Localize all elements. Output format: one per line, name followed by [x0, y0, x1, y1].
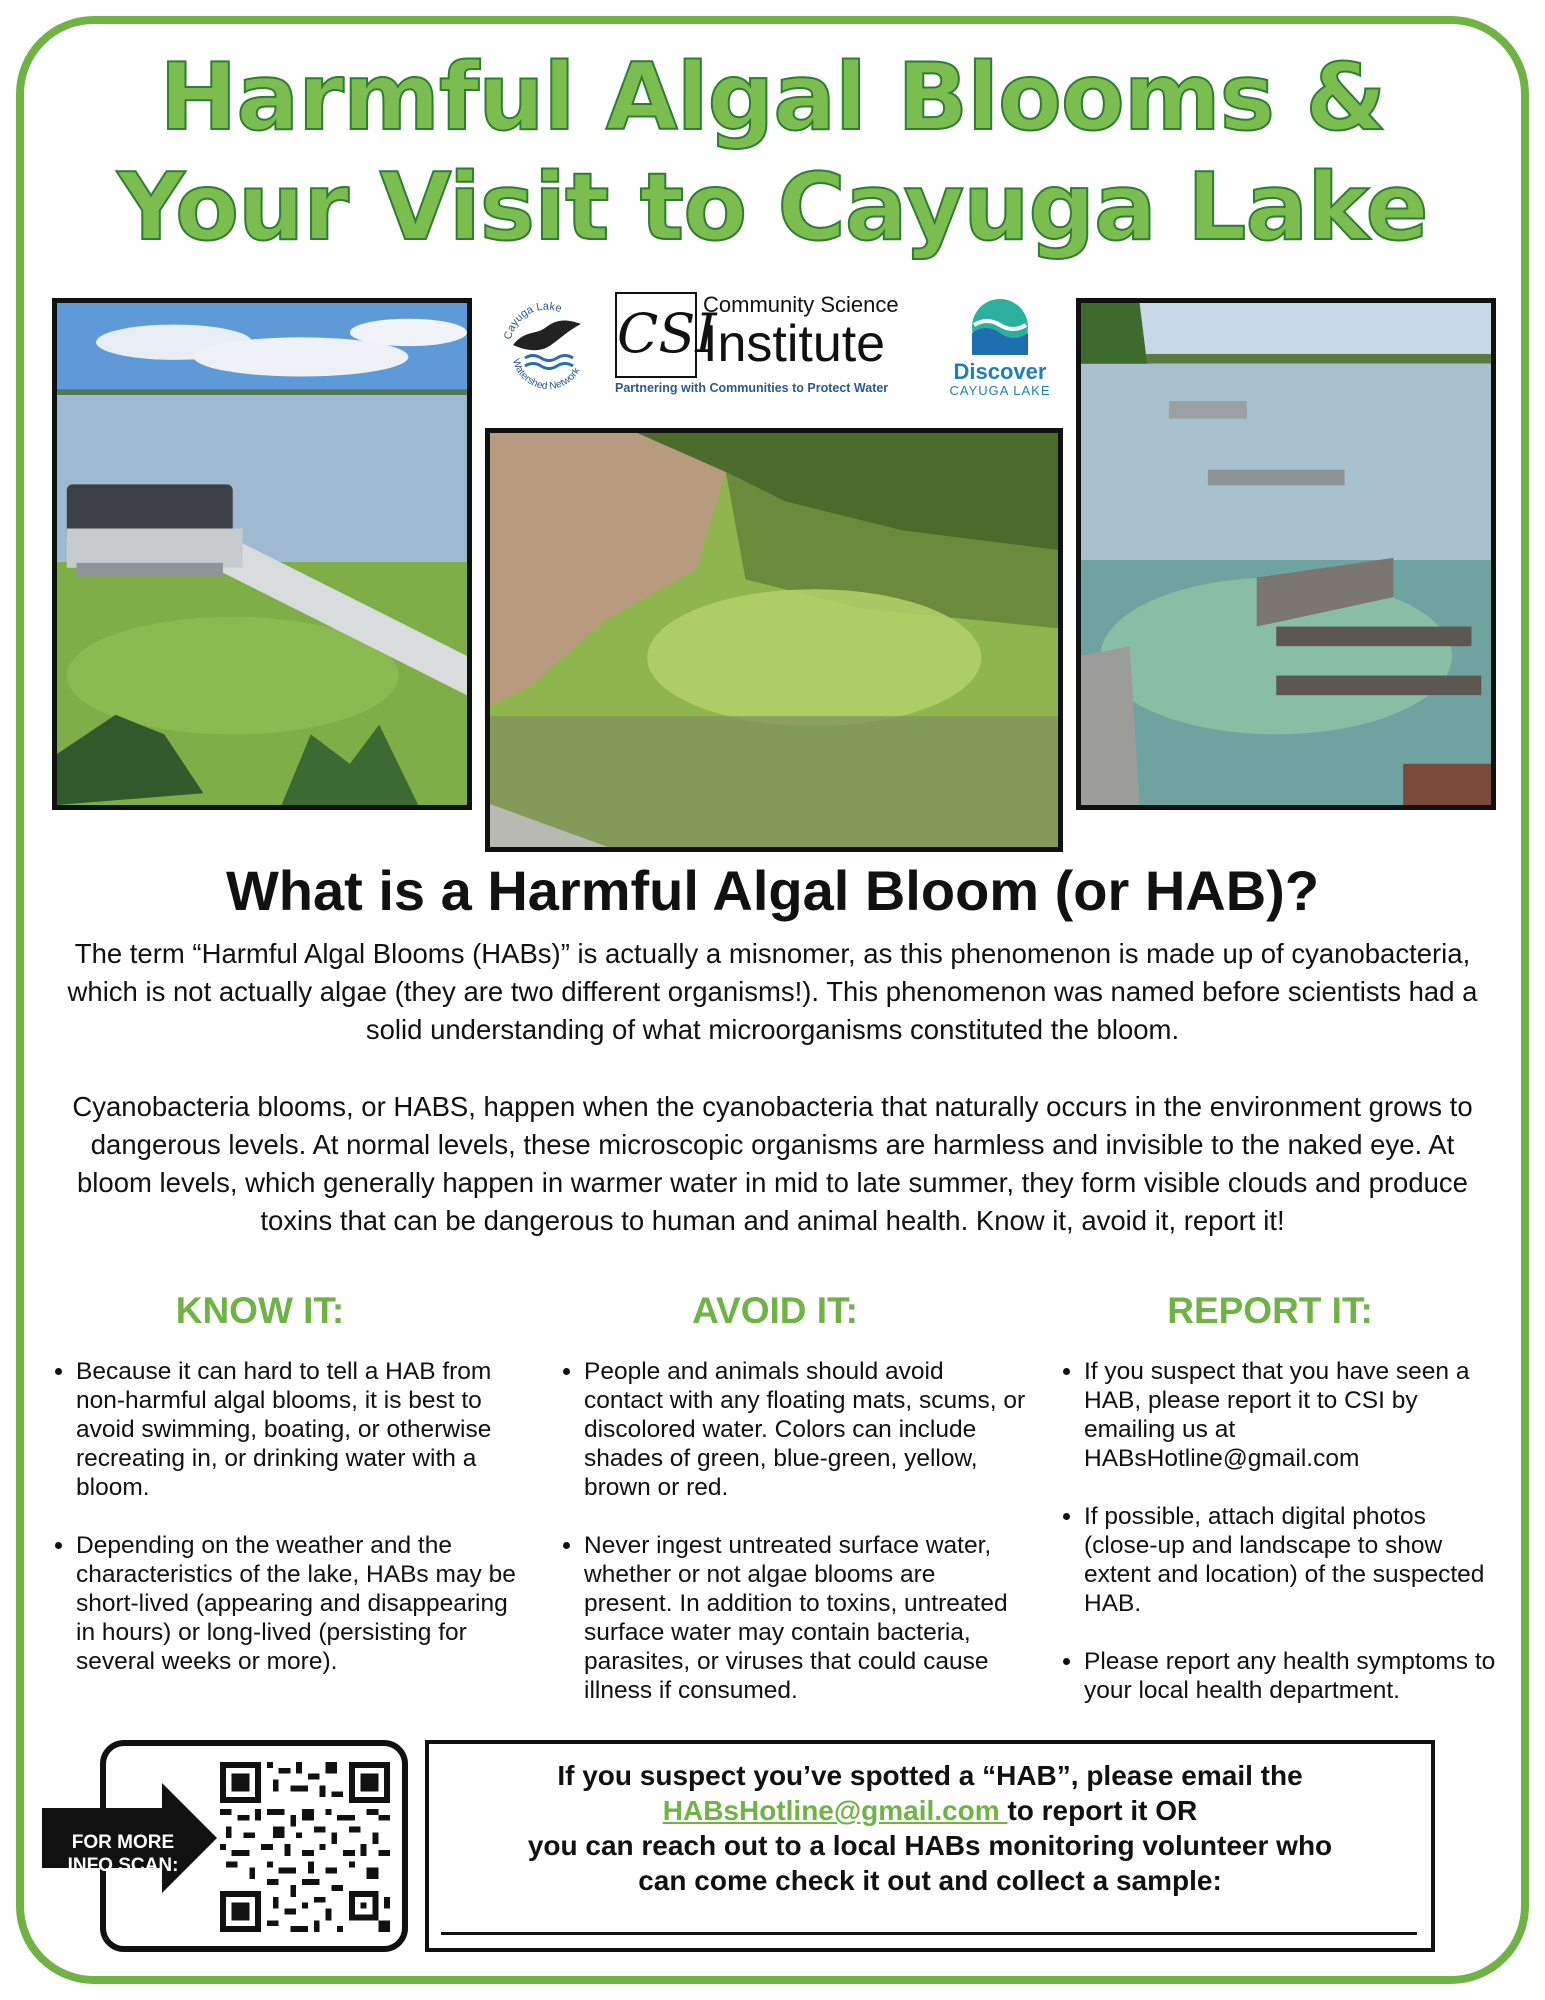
- callout-line-1: If you suspect you’ve spotted a “HAB”, please email the: [557, 1760, 1303, 1791]
- report-callout-box: [425, 1740, 1435, 1952]
- report-callout-text: [429, 1758, 1431, 1898]
- csi-logo-tagline: Partnering with Communities to Protect Water: [615, 381, 889, 395]
- csi-logo-mark: CSI: [615, 292, 697, 378]
- report-it-column: [1056, 1357, 1506, 1734]
- title-line-1: Harmful Algal Blooms &: [159, 43, 1386, 151]
- qr-code[interactable]: [220, 1762, 390, 1932]
- discover-logo-line1: Discover: [953, 359, 1047, 384]
- csi-logo: [615, 292, 931, 400]
- know-it-column: [48, 1357, 518, 1705]
- callout-line-4: can come check it out and collect a sample:: [638, 1865, 1222, 1896]
- callout-line-3: you can reach out to a local HABs monitoring volunteer who: [527, 1830, 1333, 1861]
- avoid-it-item: • People and animals should avoid contact with any floating mats, scums, or discolored water. Colors can include shades of green, blue-green, yellow, brown or red.: [584, 1357, 1026, 1502]
- photo-shoreline-bloom: [485, 428, 1063, 852]
- report-it-item: • Please report any health symptoms to your local health department.: [1084, 1647, 1506, 1705]
- cayuga-watershed-network-logo: [495, 290, 595, 400]
- qr-label-line2: INFO SCAN:: [67, 1855, 179, 1876]
- callout-line-2: to report it OR: [1007, 1795, 1198, 1826]
- discover-logo-line2: CAYUGA LAKE: [949, 383, 1051, 398]
- title-line-2: Your Visit to Cayuga Lake: [117, 153, 1428, 261]
- report-it-item: • If you suspect that you have seen a HAB, please report it to CSI by emailing us at HABsHotline@gmail.com: [1084, 1357, 1506, 1473]
- know-it-item: • Depending on the weather and the characteristics of the lake, HABs may be short-lived (appearing and disappearing in hours) or long-lived (persisting for several weeks or more).: [76, 1531, 518, 1676]
- know-it-item: • Because it can hard to tell a HAB from non-harmful algal blooms, it is best to avoid swimming, boating, or otherwise recreating in, or drinking water with a bloom.: [76, 1357, 518, 1502]
- qr-label-line1: FOR MORE: [71, 1832, 175, 1853]
- photo-pontoon-dock: [52, 298, 472, 810]
- intro-paragraph-1: The term “Harmful Algal Blooms (HABs)” is actually a misnomer, as this phenomenon is made up of cyanobacteria, which is not actually algae (they are two different organisms!). This phenomenon was named before scientists had a solid understanding of what microorganisms constituted the bloom.: [67, 938, 1478, 1045]
- report-it-heading: REPORT IT:: [1167, 1290, 1373, 1331]
- svg-text:Watershed Network: [510, 357, 583, 392]
- cayuga-logo-text-bottom: Watershed Network: [509, 357, 583, 393]
- intro-paragraph-2: Cyanobacteria blooms, or HABS, happen when the cyanobacteria that naturally occurs in the environment grows to dangerous levels. At normal levels, these microscopic organisms are harmless and invisible to the naked eye. At bloom levels, which generally happen in warmer water in mid to late summer, they form visible clouds and produce toxins that can be dangerous to human and animal health. Know it, avoid it, report it!: [72, 1091, 1473, 1236]
- cayuga-logo-text-top: Cayuga Lake: [502, 300, 564, 341]
- avoid-it-item: • Never ingest untreated surface water, whether or not algae blooms are present. In addition to toxins, untreated surface water may contain bacteria, parasites, or viruses that could cause illness if consumed.: [584, 1531, 1026, 1705]
- discover-cayuga-logo: [945, 297, 1055, 407]
- photo-docks-scum: [1076, 298, 1496, 810]
- qr-label: [48, 1831, 198, 1877]
- volunteer-contact-blank-line[interactable]: [441, 1932, 1417, 1935]
- avoid-it-heading: AVOID IT:: [692, 1290, 858, 1331]
- csi-logo-top-text: Community Science: [703, 292, 899, 317]
- avoid-it-column: [556, 1357, 1026, 1734]
- section-heading: What is a Harmful Algal Bloom (or HAB)?: [225, 859, 1320, 922]
- csi-logo-name: Institute: [703, 315, 886, 373]
- report-it-item: • If possible, attach digital photos (close-up and landscape to show extent and location) of the suspected HAB.: [1084, 1502, 1506, 1618]
- hotline-email-link[interactable]: HABsHotline@gmail.com: [662, 1795, 1008, 1826]
- know-it-heading: KNOW IT:: [175, 1290, 345, 1331]
